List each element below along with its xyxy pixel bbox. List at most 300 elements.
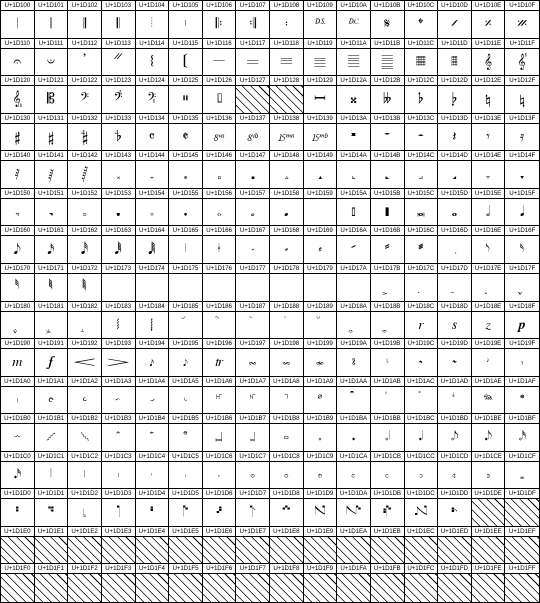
glyph-sample: 𝅱 bbox=[49, 279, 53, 296]
codepoint-label: U+1D1BE bbox=[472, 414, 505, 424]
codepoint-label: U+1D1CD bbox=[438, 452, 471, 462]
glyph-sample bbox=[102, 574, 135, 602]
glyph-sample: 𝄣 bbox=[113, 91, 123, 108]
glyph-sample: 𝇜 bbox=[413, 504, 428, 521]
unassigned-hatch bbox=[337, 537, 370, 564]
glyph-sample: 𝅏 bbox=[519, 166, 525, 183]
glyph-cell bbox=[371, 264, 405, 302]
codepoint-label: U+1D151 bbox=[35, 189, 68, 199]
glyph-cell bbox=[1, 414, 35, 452]
glyph-sample: 𝆹 bbox=[317, 429, 323, 446]
codepoint-label: U+1D18B bbox=[371, 302, 404, 312]
glyph-sample bbox=[1, 537, 34, 564]
glyph-sample: 𝅜 bbox=[416, 204, 425, 221]
codepoint-label: U+1D1C9 bbox=[304, 452, 337, 462]
glyph-cell bbox=[102, 302, 136, 340]
glyph-sample: 𝆮 bbox=[483, 391, 493, 408]
glyph-cell bbox=[203, 489, 237, 527]
codepoint-label: U+1D17B bbox=[371, 264, 404, 274]
glyph-sample bbox=[505, 574, 539, 602]
glyph-cell bbox=[35, 377, 69, 415]
glyph-cell bbox=[405, 264, 439, 302]
codepoint-label: U+1D1B9 bbox=[304, 414, 337, 424]
codepoint-label: U+1D1DA bbox=[337, 489, 370, 499]
glyph-cell bbox=[505, 527, 539, 565]
codepoint-label: U+1D109 bbox=[304, 1, 337, 11]
glyph-cell bbox=[304, 339, 338, 377]
codepoint-label: U+1D11C bbox=[405, 39, 438, 49]
codepoint-label: U+1D15B bbox=[371, 189, 404, 199]
glyph-sample bbox=[35, 312, 68, 339]
glyph-cell bbox=[1, 489, 35, 527]
glyph-cell bbox=[136, 452, 170, 490]
codepoint-label: U+1D136 bbox=[203, 114, 236, 124]
glyph-sample: 𝅕 bbox=[183, 204, 188, 221]
glyph-sample: 𝄲 bbox=[81, 128, 88, 145]
codepoint-label: U+1D161 bbox=[35, 226, 68, 236]
glyph-sample: 𝆝 bbox=[452, 354, 457, 371]
glyph-sample: 𝆡 bbox=[48, 391, 54, 408]
codepoint-label: U+1D126 bbox=[203, 76, 236, 86]
glyph-cell bbox=[438, 414, 472, 452]
glyph-sample bbox=[472, 274, 505, 301]
glyph-cell bbox=[236, 452, 270, 490]
codepoint-label: U+1D1D4 bbox=[136, 489, 169, 499]
codepoint-label: U+1D1A6 bbox=[203, 377, 236, 387]
glyph-sample: 𝄠 bbox=[12, 91, 23, 108]
glyph-sample: 𝅘𝅥 bbox=[519, 204, 525, 221]
glyph-sample bbox=[203, 274, 236, 301]
codepoint-label: U+1D15F bbox=[505, 189, 539, 199]
glyph-cell bbox=[304, 76, 338, 114]
codepoint-label: U+1D17F bbox=[505, 264, 539, 274]
glyph-cell bbox=[102, 39, 136, 77]
glyph-sample: 𝄵 bbox=[182, 128, 189, 145]
glyph-cell bbox=[203, 527, 237, 565]
glyph-cell bbox=[270, 226, 304, 264]
codepoint-label: U+1D175 bbox=[169, 264, 202, 274]
glyph-cell bbox=[236, 414, 270, 452]
glyph-cell bbox=[270, 264, 304, 302]
codepoint-label: U+1D1CA bbox=[337, 452, 370, 462]
glyph-cell bbox=[169, 1, 203, 39]
glyph-sample: 𝆔 bbox=[149, 354, 155, 371]
glyph-cell bbox=[270, 302, 304, 340]
glyph-sample: 𝆃 bbox=[116, 316, 120, 333]
codepoint-label: U+1D18A bbox=[337, 302, 370, 312]
glyph-cell bbox=[371, 226, 405, 264]
glyph-cell bbox=[203, 339, 237, 377]
glyph-cell bbox=[304, 564, 338, 602]
codepoint-label: U+1D1D1 bbox=[35, 489, 68, 499]
glyph-sample bbox=[438, 574, 471, 602]
glyph-cell bbox=[169, 489, 203, 527]
glyph-sample: 𝄬 bbox=[418, 91, 424, 108]
glyph-sample: 𝄭 bbox=[451, 91, 458, 108]
glyph-cell bbox=[505, 39, 539, 77]
codepoint-label: U+1D16D bbox=[438, 226, 471, 236]
codepoint-label: U+1D182 bbox=[68, 302, 101, 312]
codepoint-label: U+1D169 bbox=[304, 226, 337, 236]
glyph-sample: 𝄿 bbox=[520, 128, 525, 145]
glyph-cell bbox=[505, 189, 539, 227]
glyph-cell bbox=[35, 264, 69, 302]
glyph-sample: 𝆒 bbox=[74, 354, 96, 371]
glyph-cell bbox=[371, 489, 405, 527]
glyph-sample: 𝄟 bbox=[517, 53, 528, 70]
codepoint-label: U+1D125 bbox=[169, 76, 202, 86]
glyph-sample: 𝇎 bbox=[485, 467, 491, 484]
codepoint-label: U+1D134 bbox=[136, 114, 169, 124]
glyph-sample: 𝆟 bbox=[521, 354, 524, 371]
codepoint-label: U+1D13E bbox=[472, 114, 505, 124]
glyph-sample: 𝅝 bbox=[451, 204, 458, 221]
codepoint-label: U+1D137 bbox=[236, 114, 269, 124]
codepoint-label: U+1D124 bbox=[136, 76, 169, 86]
unassigned-hatch bbox=[236, 86, 269, 113]
codepoint-label: U+1D139 bbox=[304, 114, 337, 124]
glyph-sample: 𝄦 bbox=[216, 91, 222, 108]
glyph-sample: 𝄓 bbox=[113, 53, 124, 70]
codepoint-label: U+1D16F bbox=[505, 226, 539, 236]
codepoint-label: U+1D198 bbox=[270, 339, 303, 349]
codepoint-label: U+1D145 bbox=[169, 151, 202, 161]
codepoint-label: U+1D12B bbox=[371, 76, 404, 86]
glyph-sample: 𝆌 bbox=[418, 316, 424, 333]
unassigned-hatch bbox=[203, 574, 236, 602]
glyph-sample: 𝇚 bbox=[345, 504, 362, 521]
glyph-sample: 𝄗 bbox=[247, 53, 259, 70]
codepoint-label: U+1D149 bbox=[304, 151, 337, 161]
glyph-cell bbox=[102, 339, 136, 377]
glyph-cell bbox=[505, 76, 539, 114]
glyph-sample: 𝅓 bbox=[115, 204, 121, 221]
codepoint-label: U+1D130 bbox=[1, 114, 34, 124]
glyph-sample: 𝅔 bbox=[149, 204, 155, 221]
unassigned-hatch bbox=[236, 537, 269, 564]
glyph-sample: 𝅅 bbox=[183, 166, 188, 183]
glyph-cell bbox=[169, 527, 203, 565]
codepoint-label: U+1D1CB bbox=[371, 452, 404, 462]
glyph-sample: 𝅚 bbox=[351, 204, 356, 221]
codepoint-label: U+1D153 bbox=[102, 189, 135, 199]
glyph-sample: 𝆘 bbox=[282, 354, 291, 371]
codepoint-label: U+1D1B2 bbox=[68, 414, 101, 424]
glyph-cell bbox=[438, 114, 472, 152]
glyph-sample: 𝄉 bbox=[314, 16, 325, 33]
glyph-sample: 𝄡 bbox=[47, 91, 55, 108]
codepoint-label: U+1D104 bbox=[136, 1, 169, 11]
glyph-sample: 𝅫 bbox=[384, 241, 390, 258]
codepoint-label: U+1D1B6 bbox=[203, 414, 236, 424]
glyph-cell bbox=[304, 189, 338, 227]
codepoint-label: U+1D1F5 bbox=[169, 564, 202, 574]
glyph-sample: 𝄼 bbox=[418, 128, 424, 145]
glyph-cell bbox=[438, 339, 472, 377]
codepoint-label: U+1D1FD bbox=[438, 564, 471, 574]
glyph-cell bbox=[472, 1, 506, 39]
glyph-cell bbox=[203, 302, 237, 340]
codepoint-label: U+1D108 bbox=[270, 1, 303, 11]
glyph-sample bbox=[304, 274, 337, 301]
codepoint-label: U+1D163 bbox=[102, 226, 135, 236]
glyph-cell bbox=[68, 564, 102, 602]
glyph-sample: 𝇛 bbox=[382, 504, 393, 521]
glyph-sample: 𝅆 bbox=[216, 166, 222, 183]
glyph-sample: 𝄕 bbox=[183, 53, 188, 70]
glyph-sample bbox=[405, 387, 438, 414]
glyph-sample: 𝆍 bbox=[451, 316, 458, 333]
glyph-cell bbox=[304, 452, 338, 490]
unassigned-hatch bbox=[102, 537, 135, 564]
glyph-sample bbox=[68, 312, 101, 339]
codepoint-label: U+1D1EB bbox=[371, 527, 404, 537]
glyph-sample: 𝅦 bbox=[217, 241, 221, 258]
codepoint-label: U+1D1AF bbox=[505, 377, 539, 387]
codepoint-label: U+1D19F bbox=[505, 339, 539, 349]
glyph-sample bbox=[203, 312, 236, 339]
glyph-sample bbox=[371, 537, 404, 564]
codepoint-label: U+1D189 bbox=[304, 302, 337, 312]
glyph-cell bbox=[472, 302, 506, 340]
codepoint-label: U+1D156 bbox=[203, 189, 236, 199]
glyph-sample: 𝅄 bbox=[149, 166, 155, 183]
codepoint-label: U+1D1E6 bbox=[203, 527, 236, 537]
glyph-cell bbox=[102, 226, 136, 264]
glyph-cell bbox=[405, 377, 439, 415]
glyph-sample: 𝄒 bbox=[83, 53, 86, 70]
glyph-sample: 𝆓 bbox=[107, 354, 129, 371]
glyph-cell bbox=[236, 114, 270, 152]
glyph-cell bbox=[203, 414, 237, 452]
glyph-cell bbox=[405, 226, 439, 264]
glyph-cell bbox=[405, 527, 439, 565]
glyph-sample bbox=[371, 387, 404, 414]
glyph-sample: 𝅥 bbox=[184, 241, 186, 258]
codepoint-label: U+1D191 bbox=[35, 339, 68, 349]
glyph-cell bbox=[371, 114, 405, 152]
glyph-sample: 𝅊 bbox=[351, 166, 356, 183]
codepoint-label: U+1D17C bbox=[405, 264, 438, 274]
codepoint-label: U+1D11F bbox=[505, 39, 539, 49]
glyph-cell bbox=[505, 226, 539, 264]
glyph-sample: 𝅛 bbox=[385, 204, 390, 221]
glyph-sample: 𝄥 bbox=[183, 91, 188, 108]
glyph-sample: 𝄮 bbox=[485, 91, 491, 108]
glyph-cell bbox=[371, 39, 405, 77]
codepoint-label: U+1D15E bbox=[472, 189, 505, 199]
glyph-sample: 𝄳 bbox=[114, 128, 122, 145]
glyph-cell bbox=[337, 226, 371, 264]
codepoint-label: U+1D162 bbox=[68, 226, 101, 236]
glyph-sample: 𝄊 bbox=[348, 16, 359, 33]
glyph-sample bbox=[505, 537, 539, 564]
glyph-cell bbox=[337, 1, 371, 39]
glyph-sample: 𝄸 bbox=[278, 128, 295, 145]
glyph-cell bbox=[102, 114, 136, 152]
codepoint-label: U+1D14F bbox=[505, 151, 539, 161]
codepoint-label: U+1D18C bbox=[405, 302, 438, 312]
glyph-sample bbox=[337, 537, 370, 564]
glyph-cell bbox=[236, 302, 270, 340]
codepoint-label: U+1D1EC bbox=[405, 527, 438, 537]
codepoint-label: U+1D1BD bbox=[438, 414, 471, 424]
glyph-cell bbox=[236, 339, 270, 377]
glyph-sample: 𝄏 bbox=[517, 16, 528, 33]
glyph-cell bbox=[68, 151, 102, 189]
codepoint-label: U+1D188 bbox=[270, 302, 303, 312]
glyph-cell bbox=[438, 302, 472, 340]
glyph-cell bbox=[472, 564, 506, 602]
codepoint-label: U+1D16E bbox=[472, 226, 505, 236]
glyph-cell bbox=[337, 76, 371, 114]
codepoint-label: U+1D128 bbox=[270, 76, 303, 86]
glyph-cell bbox=[405, 414, 439, 452]
codepoint-label: U+1D194 bbox=[136, 339, 169, 349]
codepoint-label: U+1D1FB bbox=[371, 564, 404, 574]
codepoint-label: U+1D1FA bbox=[337, 564, 370, 574]
glyph-cell bbox=[1, 76, 35, 114]
glyph-cell bbox=[371, 1, 405, 39]
glyph-cell bbox=[337, 114, 371, 152]
glyph-cell bbox=[236, 489, 270, 527]
glyph-cell bbox=[35, 76, 69, 114]
codepoint-label: U+1D1C8 bbox=[270, 452, 303, 462]
glyph-cell bbox=[68, 302, 102, 340]
codepoint-label: U+1D179 bbox=[304, 264, 337, 274]
glyph-sample: 𝄋 bbox=[384, 16, 391, 33]
codepoint-label: U+1D15C bbox=[405, 189, 438, 199]
codepoint-label: U+1D14A bbox=[337, 151, 370, 161]
glyph-sample: 𝄺 bbox=[350, 128, 357, 145]
glyph-cell bbox=[136, 76, 170, 114]
glyph-sample: 𝅐 bbox=[15, 204, 20, 221]
glyph-cell bbox=[169, 114, 203, 152]
glyph-sample: 𝇃 bbox=[117, 467, 119, 484]
glyph-cell bbox=[1, 339, 35, 377]
glyph-cell bbox=[505, 302, 539, 340]
glyph-sample: 𝆺𝅥 bbox=[418, 429, 424, 446]
glyph-cell bbox=[136, 39, 170, 77]
glyph-sample: 𝅘𝅥𝅲 bbox=[148, 241, 156, 258]
codepoint-label: U+1D1C1 bbox=[35, 452, 68, 462]
codepoint-label: U+1D115 bbox=[169, 39, 202, 49]
codepoint-label: U+1D111 bbox=[35, 39, 68, 49]
codepoint-label: U+1D1D7 bbox=[236, 489, 269, 499]
codepoint-label: U+1D18F bbox=[505, 302, 539, 312]
codepoint-label: U+1D1F4 bbox=[136, 564, 169, 574]
glyph-sample: 𝆴 bbox=[149, 429, 154, 446]
glyph-cell bbox=[203, 39, 237, 77]
codepoint-label: U+1D19A bbox=[337, 339, 370, 349]
codepoint-label: U+1D148 bbox=[270, 151, 303, 161]
glyph-cell bbox=[337, 264, 371, 302]
glyph-cell bbox=[505, 151, 539, 189]
glyph-sample bbox=[304, 537, 337, 564]
glyph-cell bbox=[136, 489, 170, 527]
glyph-cell bbox=[405, 302, 439, 340]
glyph-sample: 𝇝 bbox=[450, 504, 459, 521]
glyph-cell bbox=[337, 339, 371, 377]
glyph-sample bbox=[136, 274, 169, 301]
codepoint-label: U+1D152 bbox=[68, 189, 101, 199]
glyph-sample: 𝅌 bbox=[418, 166, 424, 183]
glyph-cell bbox=[371, 76, 405, 114]
unassigned-hatch bbox=[304, 574, 337, 602]
glyph-cell bbox=[35, 527, 69, 565]
glyph-cell bbox=[169, 226, 203, 264]
glyph-cell bbox=[35, 226, 69, 264]
glyph-cell bbox=[68, 226, 102, 264]
glyph-cell bbox=[337, 527, 371, 565]
glyph-sample: 𝇙 bbox=[313, 504, 326, 521]
glyph-cell bbox=[472, 76, 506, 114]
codepoint-label: U+1D172 bbox=[68, 264, 101, 274]
glyph-cell bbox=[304, 39, 338, 77]
glyph-sample: 𝇖 bbox=[215, 504, 223, 521]
glyph-sample: 𝄇 bbox=[249, 16, 257, 33]
glyph-sample: 𝆏 bbox=[518, 316, 526, 333]
codepoint-label: U+1D185 bbox=[169, 302, 202, 312]
glyph-sample: 𝅎 bbox=[485, 166, 491, 183]
glyph-sample bbox=[169, 574, 202, 602]
codepoint-label: U+1D199 bbox=[304, 339, 337, 349]
codepoint-label: U+1D1AE bbox=[472, 377, 505, 387]
glyph-cell bbox=[1, 452, 35, 490]
glyph-sample bbox=[68, 537, 101, 564]
glyph-sample: 𝆚 bbox=[351, 354, 356, 371]
glyph-cell bbox=[136, 264, 170, 302]
glyph-cell bbox=[438, 39, 472, 77]
glyph-cell bbox=[505, 564, 539, 602]
glyph-sample: 𝅘𝅥𝅱 bbox=[114, 241, 122, 258]
glyph-cell bbox=[270, 452, 304, 490]
glyph-cell bbox=[371, 564, 405, 602]
glyph-sample: 𝇅 bbox=[184, 467, 187, 484]
glyph-sample bbox=[169, 312, 202, 339]
glyph-sample: 𝄻 bbox=[384, 128, 390, 145]
glyph-cell bbox=[405, 189, 439, 227]
glyph-sample: 𝅈 bbox=[284, 166, 289, 183]
glyph-cell bbox=[371, 339, 405, 377]
codepoint-label: U+1D19C bbox=[405, 339, 438, 349]
glyph-cell bbox=[405, 1, 439, 39]
glyph-sample bbox=[236, 574, 269, 602]
glyph-cell bbox=[1, 377, 35, 415]
glyph-sample bbox=[236, 236, 269, 263]
codepoint-label: U+1D1DD bbox=[438, 489, 471, 499]
glyph-sample: 𝆩 bbox=[317, 391, 323, 408]
glyph-cell bbox=[304, 489, 338, 527]
glyph-cell bbox=[102, 527, 136, 565]
glyph-sample: 𝄩 bbox=[314, 91, 326, 108]
glyph-sample: 𝄚 bbox=[347, 53, 360, 70]
glyph-sample: 𝆶 bbox=[215, 429, 223, 446]
glyph-cell bbox=[371, 302, 405, 340]
glyph-sample: 𝆑 bbox=[48, 354, 54, 371]
glyph-sample: 𝄈 bbox=[284, 16, 288, 33]
codepoint-label: U+1D1E3 bbox=[102, 527, 135, 537]
glyph-cell bbox=[270, 1, 304, 39]
glyph-cell bbox=[35, 39, 69, 77]
codepoint-label: U+1D167 bbox=[236, 226, 269, 236]
glyph-sample: 𝆸 bbox=[284, 429, 289, 446]
glyph-cell bbox=[304, 377, 338, 415]
glyph-sample bbox=[102, 537, 135, 564]
glyph-cell bbox=[505, 339, 539, 377]
glyph-sample: 𝆯 bbox=[520, 391, 525, 408]
unassigned-hatch bbox=[270, 86, 303, 113]
